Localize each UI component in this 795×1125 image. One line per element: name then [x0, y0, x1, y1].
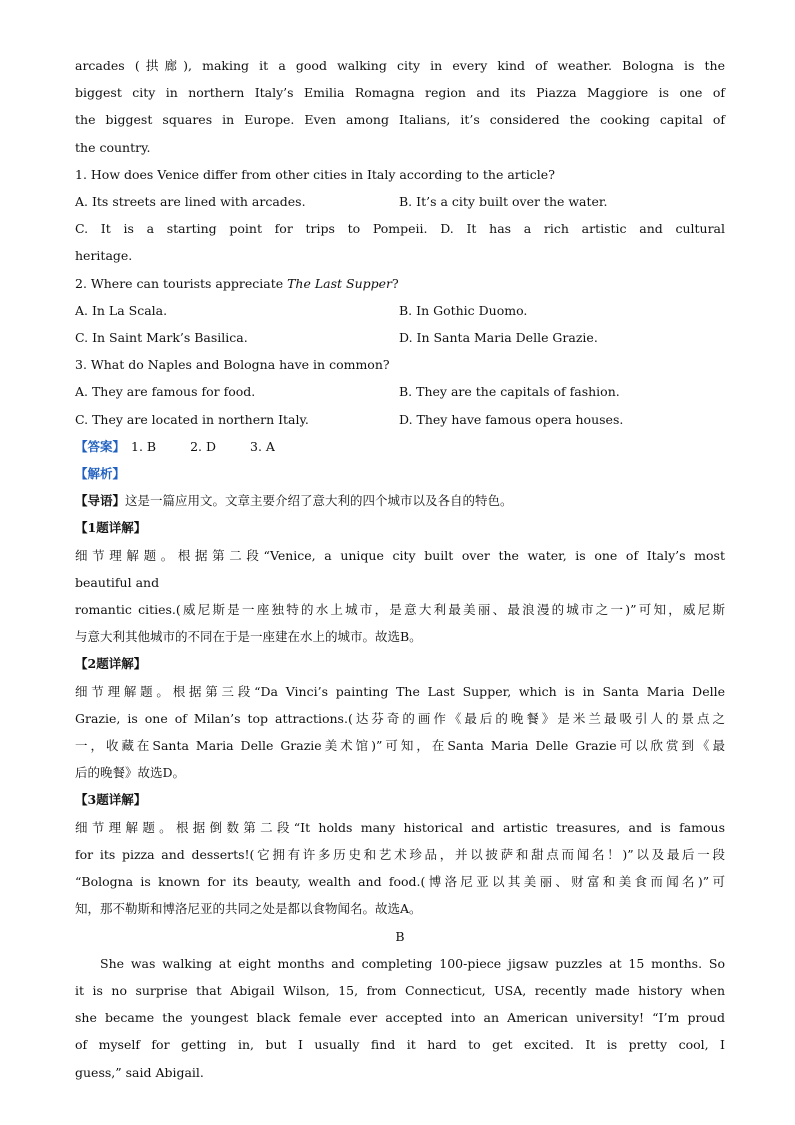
detail-heading: 【1题详解】: [75, 520, 147, 536]
passage-line: of myself for getting in, but I usually find it hard to get excited. It is pretty cool, I: [75, 1037, 725, 1053]
answer-value: 1. B: [131, 438, 157, 454]
work-title: The Last Supper: [287, 275, 393, 291]
detail-line: 与意大利其他城市的不同在于是一座建在水上的城市。故选B。: [75, 629, 422, 645]
detail-heading: 【2题详解】: [75, 656, 147, 672]
text-line: the biggest squares in Europe. Even among Italians, it’s considered the cooking capital of: [75, 112, 725, 128]
options-row: [75, 188, 725, 215]
option-b: B. In Gothic Duomo.: [399, 302, 528, 318]
options-row: [75, 406, 725, 433]
option-b: B. It’s a city built over the water.: [399, 194, 608, 210]
option-d-continued: heritage.: [75, 248, 133, 264]
detail-line: 一，收藏在Santa Maria Delle Grazie美术馆)”可知，在Santa Maria Delle Grazie可以欣赏到《最: [75, 738, 725, 754]
detail-line: for its pizza and desserts!(它拥有许多历史和艺术珍品，并以披萨和甜点而闻名！)”以及最后一段: [75, 846, 725, 862]
detail-line: beautiful and: [75, 574, 160, 590]
analysis-tag: 【解析】: [75, 466, 126, 482]
question-stem: [75, 270, 725, 297]
detail-line: Grazie, is one of Milan’s top attractions.(达芬奇的画作《最后的晚餐》是米兰最吸引人的景点之: [75, 710, 725, 726]
option-a: A. Its streets are lined with arcades.: [75, 194, 306, 210]
question-stem: 1. How does Venice differ from other cities in Italy according to the article?: [75, 166, 555, 182]
stem-punct: ?: [392, 275, 399, 291]
option-a: A. They are famous for food.: [75, 384, 256, 400]
passage-b: [75, 950, 725, 1086]
answer-values: [131, 433, 305, 460]
question-3: [75, 351, 725, 433]
answer-value: 2. D: [190, 438, 217, 454]
detail-line: 细节理解题。根据倒数第二段“It holds many historical and artistic treasures, and is famous: [75, 819, 725, 835]
passage-line: She was walking at eight months and completing 100-piece jigsaw puzzles at 15 months. So: [100, 955, 725, 971]
detail-line: 细节理解题。根据第三段“Da Vinci’s painting The Last Supper, which is in Santa Maria Delle: [75, 683, 725, 699]
option-d: D. In Santa Maria Delle Grazie.: [399, 330, 598, 346]
stem-text: 2. Where can tourists appreciate: [75, 275, 288, 291]
section-b-label: B: [395, 928, 405, 944]
detail-line: 后的晚餐》故选D。: [75, 765, 186, 781]
options-row: [75, 324, 725, 351]
passage-a-tail: [75, 52, 725, 161]
passage-line: she became the youngest black female ever accepted into an American university! “I’m proud: [75, 1010, 725, 1026]
option-c: C. They are located in northern Italy.: [75, 411, 309, 427]
detail-line: “Bologna is known for its beauty, wealth and food.(博洛尼亚以其美丽、财富和美食而闻名)”可: [75, 874, 725, 890]
answer-line: [75, 433, 725, 460]
text-line: biggest city in northern Italy’s Emilia Romagna region and its Piazza Maggiore is one of: [75, 85, 725, 101]
detail-line: 细节理解题。根据第二段“Venice, a unique city built over the water, is one of Italy’s most: [75, 547, 725, 563]
option-b: B. They are the capitals of fashion.: [399, 384, 620, 400]
options-row: [75, 297, 725, 324]
passage-line: it is no surprise that Abigail Wilson, 15, from Connecticut, USA, recently made history when: [75, 982, 725, 998]
option-d: D. They have famous opera houses.: [399, 411, 624, 427]
detail-line: 知，那不勒斯和博洛尼亚的共同之处是都以食物闻名。故选A。: [75, 901, 422, 917]
option-c: C. In Saint Mark’s Basilica.: [75, 330, 248, 346]
question-1: [75, 161, 725, 270]
option-c-d: C. It is a starting point for trips to Pompeii. D. It has a rich artistic and cultural: [75, 221, 725, 237]
detail-3: [75, 786, 725, 922]
detail-2: [75, 650, 725, 786]
question-stem: 3. What do Naples and Bologna have in common?: [75, 357, 390, 373]
options-row: [75, 378, 725, 405]
guide-line: [75, 487, 725, 514]
detail-heading: 【3题详解】: [75, 792, 147, 808]
detail-line: romantic cities.(威尼斯是一座独特的水上城市，是意大利最美丽、最浪漫的城市之一)”可知，威尼斯: [75, 602, 725, 618]
document-page: [75, 52, 725, 1086]
detail-1: [75, 514, 725, 650]
guide-text: 这是一篇应用文。文章主要介绍了意大利的四个城市以及各自的特色。: [125, 493, 513, 509]
passage-line: guess,” said Abigail.: [75, 1064, 204, 1080]
option-a: A. In La Scala.: [75, 302, 168, 318]
text-line: arcades (拱廊), making it a good walking city in every kind of weather. Bologna is the: [75, 58, 725, 73]
answer-value: 3. A: [250, 438, 275, 454]
guide-tag: 【导语】: [75, 493, 126, 509]
answer-tag: 【答案】: [75, 438, 126, 454]
text-line: the country.: [75, 139, 151, 155]
question-2: [75, 270, 725, 352]
